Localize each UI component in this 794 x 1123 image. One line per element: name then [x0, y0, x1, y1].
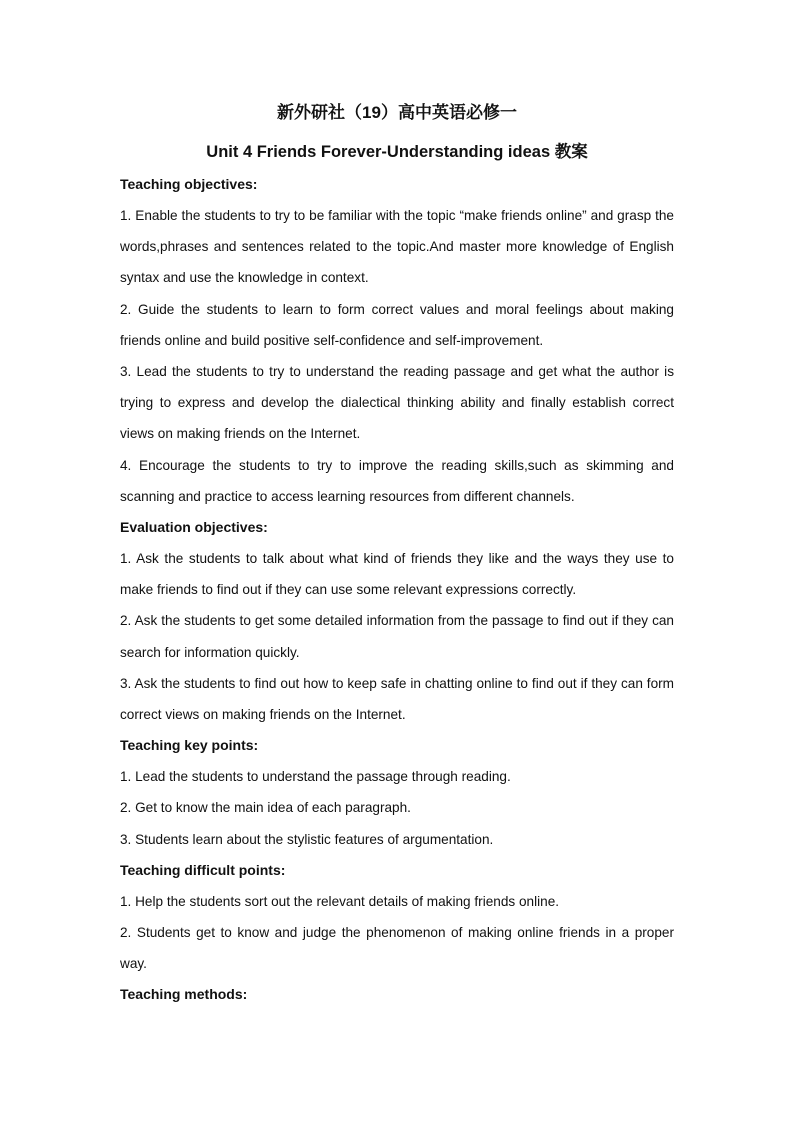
evaluation-objective-item: 2. Ask the students to get some detailed information from the passage to find out if they can search for information quickly.: [120, 613, 674, 660]
section-heading-evaluation-objectives: Evaluation objectives:: [120, 519, 268, 536]
section-heading-key-points: Teaching key points:: [120, 737, 259, 754]
teaching-objective-item: 2. Guide the students to learn to form correct values and moral feelings about making friends online and build positive self-confidence and self-improvement.: [120, 301, 674, 348]
document-subtitle: Unit 4 Friends Forever-Understanding ideas 教案: [206, 143, 588, 161]
key-point-item: 3. Students learn about the stylistic features of argumentation.: [120, 831, 494, 847]
evaluation-objective-item: 3. Ask the students to find out how to keep safe in chatting online to find out if they can form correct views on making friends on the Internet.: [120, 675, 674, 723]
difficult-point-item: 1. Help the students sort out the relevant details of making friends online.: [120, 893, 560, 909]
difficult-point-item: 2. Students get to know and judge the phenomenon of making online friends in a proper way.: [120, 925, 674, 972]
section-heading-difficult-points: Teaching difficult points:: [120, 861, 286, 878]
key-point-item: 2. Get to know the main idea of each paragraph.: [120, 800, 411, 816]
section-heading-teaching-objectives: Teaching objectives:: [120, 176, 258, 192]
section-heading-teaching-methods: Teaching methods:: [120, 986, 248, 1003]
key-point-item: 1. Lead the students to understand the passage through reading.: [120, 769, 511, 785]
teaching-objective-item: 3. Lead the students to try to understand the reading passage and get what the author is trying to express and develop the dialectical thinking ability and finally establish correct views on making friends on the Internet.: [120, 364, 674, 442]
document-title: 新外研社（19）高中英语必修一: [277, 103, 517, 122]
teaching-objective-item: 4. Encourage the students to try to improve the reading skills,such as skimming and scanning and practice to access learning resources from different channels.: [120, 457, 674, 504]
teaching-objective-item: 1. Enable the students to try to be familiar with the topic “make friends online” and grasp the words,phrases and sentences related to the topic.And master more knowledge of English syntax and use the knowledge in context.: [120, 208, 674, 286]
evaluation-objective-item: 1. Ask the students to talk about what kind of friends they like and the ways they use to make friends to find out if they can use some relevant expressions correctly.: [120, 551, 674, 598]
document-content: [120, 102, 674, 1010]
